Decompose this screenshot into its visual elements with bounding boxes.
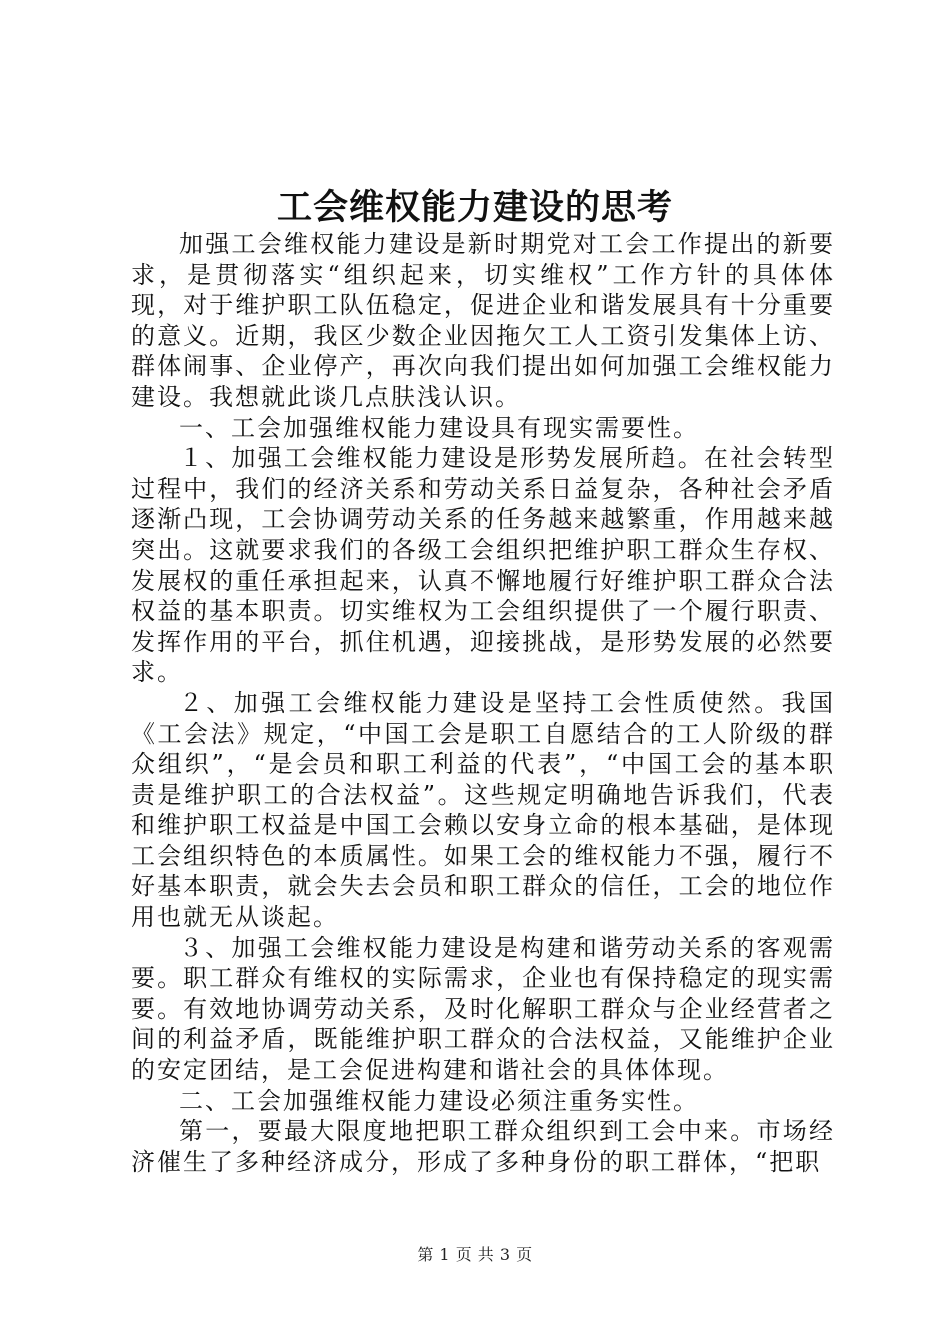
document-title: 工会维权能力建设的思考: [276, 187, 673, 228]
paragraph-point-3: ３、加强工会维权能力建设是构建和谐劳动关系的客观需要。职工群众有维权的实际需求，企业也有保持稳定的现实需要。有效地协调劳动关系，及时化解职工群众与企业经营者之间的利益矛盾，既能维护职工群众的合法权益，又能维护企业的安定团结，是工会促进构建和谐社会的具体体现。: [131, 933, 835, 1085]
document-body: [131, 229, 835, 1177]
page-number-footer: 第 1 页 共 3 页: [417, 1245, 533, 1264]
section-heading-1: 一、工会加强维权能力建设具有现实需要性。: [179, 413, 699, 442]
paragraph-intro: 加强工会维权能力建设是新时期党对工会工作提出的新要求，是贯彻落实“组织起来，切实维权”工作方针的具体体现，对于维护职工队伍稳定，促进企业和谐发展具有十分重要的意义。近期，我区少数企业因拖欠工人工资引发集体上访、群体闹事、企业停产，再次向我们提出如何加强工会维权能力建设。我想就此谈几点肤浅认识。: [131, 230, 835, 411]
paragraph-point-2: ２、加强工会维权能力建设是坚持工会性质使然。我国《工会法》规定，“中国工会是职工自愿结合的工人阶级的群众组织”，“是会员和职工利益的代表”，“中国工会的基本职责是维护职工的合法权益”。这些规定明确地告诉我们，代表和维护职工权益是中国工会赖以安身立命的根本基础，是体现工会组织特色的本质属性。如果工会的维权能力不强，履行不好基本职责，就会失去会员和职工群众的信任，工会的地位作用也就无从谈起。: [131, 688, 835, 932]
paragraph-first: 第一，要最大限度地把职工群众组织到工会中来。市场经济催生了多种经济成分，形成了多种身份的职工群体，“把职: [131, 1117, 835, 1176]
paragraph-point-1: １、加强工会维权能力建设是形势发展所趋。在社会转型过程中，我们的经济关系和劳动关系日益复杂，各种社会矛盾逐渐凸现，工会协调劳动关系的任务越来越繁重，作用越来越突出。这就要求我们的各级工会组织把维护职工群众生存权、发展权的重任承担起来，认真不懈地履行好维护职工群众合法权益的基本职责。切实维权为工会组织提供了一个履行职责、发挥作用的平台，抓住机遇，迎接挑战，是形势发展的必然要求。: [131, 444, 835, 687]
section-heading-2: 二、工会加强维权能力建设必须注重务实性。: [179, 1086, 699, 1115]
